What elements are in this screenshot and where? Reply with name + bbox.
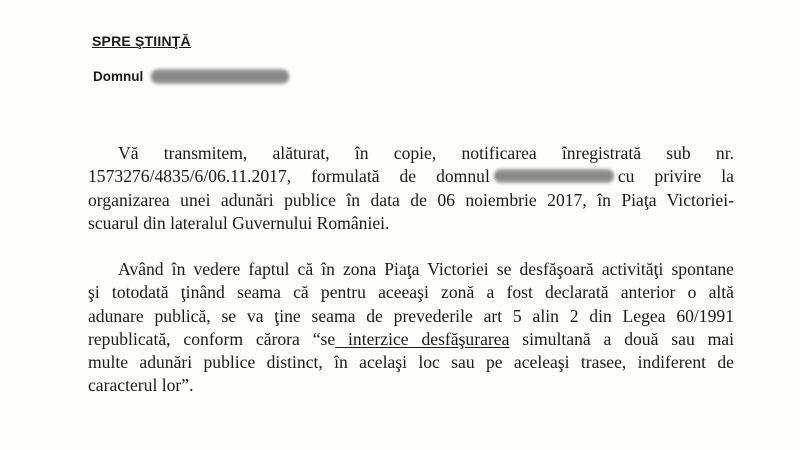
paragraph-notification [88, 142, 734, 235]
addressee-label: Domnul [93, 69, 144, 84]
paragraph1-line2 [88, 165, 734, 188]
paragraph2-line4-end: simultană a două sau mai [509, 328, 734, 349]
redacted-name-block [151, 69, 289, 84]
paragraph1-line1: Vă transmitem, alăturat, în copie, notificarea înregistrată sub nr. [118, 143, 734, 163]
paragraph1-line2-end: cu privire la [617, 166, 734, 187]
paragraph2-line3: adunare publică, se va ţine seama de prevederile art 5 alin 2 din Legea 60/1991 [88, 305, 734, 326]
paragraph2-line5: multe adunări publice distinct, în acelaşi loc sau pe aceleaşi trasee, indiferent de [88, 352, 734, 373]
paragraph2-line4-start: republicată, conform cărora “se [88, 328, 336, 349]
underlined-phrase: interzice desfăşurarea [335, 328, 510, 349]
paragraph-legal-basis [88, 258, 734, 398]
paragraph2-line1: Având în vedere faptul că în zona Piaţa Victoriei se desfăşoară activităţi spontane [118, 259, 734, 279]
addressee-line [93, 69, 289, 84]
paragraph1-line4: scuarul din lateralul Guvernului României. [88, 212, 390, 233]
paragraph2-line6: caracterul lor”. [88, 375, 194, 396]
paragraph1-line3: organizarea unei adunări publice în data de 06 noiembrie 2017, în Piaţa Victoriei- [88, 189, 734, 210]
document-heading: SPRE ŞTIINŢĂ [92, 33, 191, 49]
paragraph2-line4 [88, 328, 734, 351]
redacted-inline-name [494, 169, 614, 183]
paragraph1-line2-start: 1573276/4835/6/06.11.2017, formulată de domnul [88, 166, 490, 187]
paragraph2-line2: şi totodată ţinând seama că pentru aceeaşi zonă a fost declarată anterior o altă [88, 282, 734, 303]
